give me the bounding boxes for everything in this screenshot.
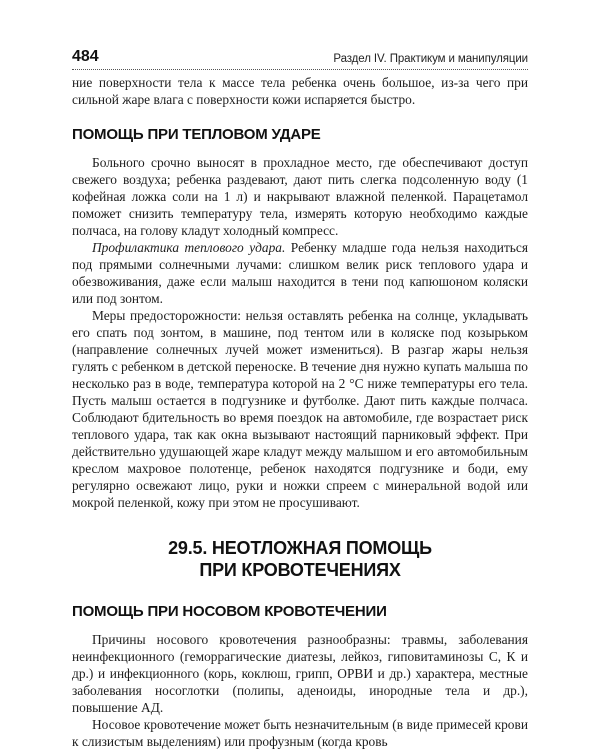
heat-paragraph-2 <box>72 239 528 307</box>
heat-stroke-heading-block <box>72 126 528 144</box>
heat-paragraph-1: Больного срочно выносят в прохладное место, где обеспечивают доступ свежего воздуха; ребенка раздевают, дают пить слегка подсоленную воду (1 кофейная ложка соли на 1 л) и накрывают влажной пеленкой. Парацетамол поможет снизить температуру тела, измерять которую необходимо каждые полчаса, на голову кладут холодный компресс. <box>72 155 528 238</box>
heat-paragraph-3: Меры предосторожности: нельзя оставлять ребенка на солнце, укладывать его спать под зонтом, в машине, под тентом или в коляске под козырьком (направление солнечных лучей может измениться). В разгар жары нельзя гулять с ребенком в детской переноске. В течение дня нужно купать малыша по несколько раз в воде, температура которой на 2 °С ниже температуры его тела. Пусть малыш остается в подгузнике и футболке. Дают пить каждые полчаса. Соблюдают бдительность во время поездок на автомобиле, где возрастает риск теплового удара, так как окна вызывают настоящий парниковый эффект. При действительно удушающей жаре кладут между малышом и его автомобильным креслом махровое полотенце, ребенок находятся подгузнике и боди, ему регулярно освежают лицо, руки и ножки спреем с минеральной водой или мокрой пеленкой, кожу при этом не просушивают. <box>72 308 528 510</box>
prevention-text: Ребенку младше года нельзя находиться под прямыми солнечными лучами: слишком велик риск теплового удара и обезвоживания, даже если малыш находится в тени под капюшоном коляски или под зонтом. <box>72 240 529 306</box>
chapter-heading-line-1: 29.5. НЕОТЛОЖНАЯ ПОМОЩЬ <box>168 538 432 558</box>
nosebleed-paragraph-1: Причины носового кровотечения разнообразны: травмы, заболевания неинфекционного (геморрагические диатезы, лейкоз, гиповитаминозы С, К и др.) и инфекционного (корь, коклюш, грипп, ОРВИ и др.) характера, местные заболевания носоглотки (полипы, аденоиды, инородные тела и др.), повышение АД. <box>72 632 528 715</box>
heat-stroke-heading: ПОМОЩЬ ПРИ ТЕПЛОВОМ УДАРЕ <box>72 126 321 143</box>
page-header <box>72 44 528 66</box>
page-number: 484 <box>72 48 99 65</box>
nosebleed-heading-block <box>72 603 528 621</box>
header-divider <box>72 69 528 70</box>
prevention-label: Профилактика теплового удара. <box>92 240 286 255</box>
nosebleed-heading: ПОМОЩЬ ПРИ НОСОВОМ КРОВОТЕЧЕНИИ <box>72 603 387 620</box>
nosebleed-paragraph-2: Носовое кровотечение может быть незначительным (в виде примесей крови к слизистым выделениям) или профузным (когда кровь <box>72 717 528 749</box>
running-head: Раздел IV. Практикум и манипуляции <box>333 53 528 65</box>
chapter-heading-line-2: ПРИ КРОВОТЕЧЕНИЯХ <box>199 560 401 580</box>
page-body <box>72 74 528 750</box>
intro-paragraph: ние поверхности тела к массе тела ребенка очень большое, из-за чего при сильной жаре влага с поверхности кожи испаряется быстро. <box>72 75 528 107</box>
chapter-heading-block <box>72 537 528 581</box>
